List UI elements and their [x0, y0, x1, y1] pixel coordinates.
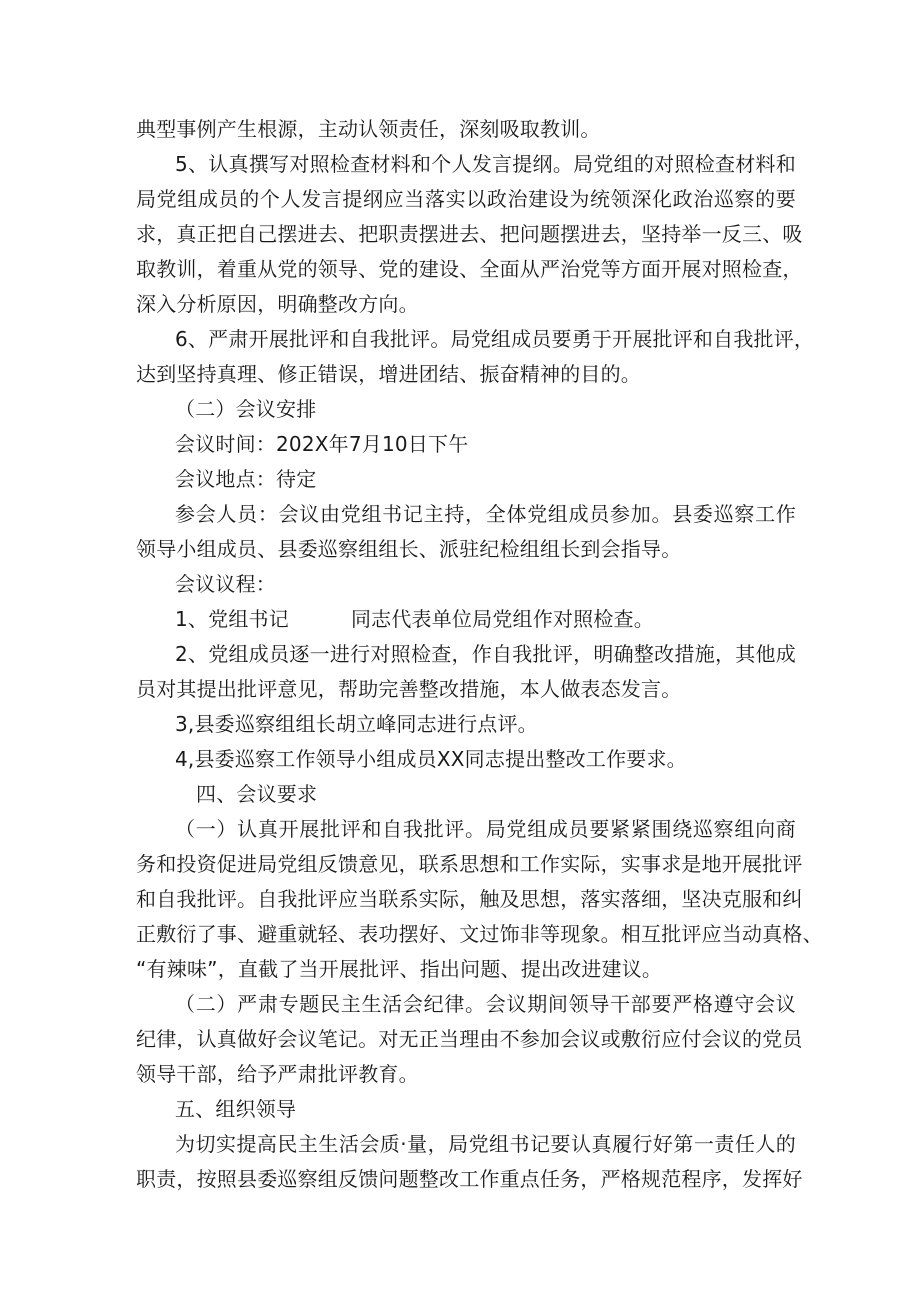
agenda-item	[175, 606, 835, 632]
paragraph-line: 6、严肃开展批评和自我批评。局党组成员要勇于开展批评和自我批评，	[175, 327, 815, 351]
paragraph-line: 纪律，认真做好会议笔记。对无正当理由不参加会议或敷衍应付会议的党员	[136, 1027, 803, 1051]
paragraph-line: 达到坚持真理、修正错误，增进团结、振奋精神的目的。	[136, 362, 641, 386]
agenda-item: 3,县委巡察组组长胡立峰同志进行点评。	[175, 712, 538, 736]
paragraph-line: 和自我批评。自我批评应当联系实际，触及思想，落实落细，坚决克服和纠	[136, 887, 803, 911]
paragraph-line: 为切实提高民主生活会质·量，局党组书记要认真履行好第一责任人的	[175, 1132, 796, 1156]
paragraph-line: 深入分析原因，明确整改方向。	[136, 292, 419, 316]
paragraph-line: 员对其提出批评意见，帮助完善整改措施，本人做表态发言。	[136, 677, 682, 701]
agenda-item: 2、党组成员逐一进行对照检查，作自我批评，明确整改措施，其他成	[175, 642, 796, 666]
paragraph-line: 5、认真撰写对照检查材料和个人发言提纲。局党组的对照检查材料和	[175, 152, 796, 176]
paragraph-line: 正敷衍了事、避重就轻、表功摆好、文过饰非等现象。相互批评应当动真格、	[136, 922, 823, 946]
agenda-item-text: 1、党组书记	[175, 607, 289, 631]
paragraph-line: 取教训，着重从党的领导、党的建设、全面从严治党等方面开展对照检查，	[136, 257, 803, 281]
section-heading: （二）会议安排	[175, 397, 317, 421]
agenda-item-text: 同志代表单位局党组作对照检查。	[350, 607, 654, 631]
paragraph-line: “有辣味”，直截了当开展批评、指出问题、提出改进建议。	[136, 957, 663, 981]
paragraph-line: 求，真正把自己摆进去、把职责摆进去、把问题摆进去，坚持举一反三、吸	[136, 222, 803, 246]
section-heading: 四、会议要求	[196, 782, 318, 806]
meeting-location: 会议地点：待定	[175, 467, 317, 491]
meeting-time: 会议时间：202X年7月10日下午	[175, 432, 469, 456]
agenda-heading: 会议议程：	[175, 572, 276, 596]
paragraph-line: 职责，按照县委巡察组反馈问题整改工作重点任务，严格规范程序，发挥好	[136, 1167, 803, 1191]
paragraph-line: 领导小组成员、县委巡察组组长、派驻纪检组组长到会指导。	[136, 537, 682, 561]
paragraph-line: 典型事例产生根源，主动认领责任，深刻吸取教训。	[136, 117, 601, 141]
section-heading: 五、组织领导	[175, 1097, 297, 1121]
paragraph-line: 参会人员：会议由党组书记主持，全体党组成员参加。县委巡察工作	[175, 502, 796, 526]
paragraph-line: 局党组成员的个人发言提纲应当落实以政治建设为统领深化政治巡察的要	[136, 187, 796, 211]
agenda-item: 4,县委巡察工作领导小组成员XX同志提出整改工作要求。	[175, 747, 687, 771]
paragraph-line: （二）严肃专题民主生活会纪律。会议期间领导干部要严格遵守会议	[175, 992, 796, 1016]
paragraph-line: 领导干部，给予严肃批评教育。	[136, 1062, 419, 1086]
paragraph-line: （一）认真开展批评和自我批评。局党组成员要紧紧围绕巡察组向商	[175, 817, 796, 841]
paragraph-line: 务和投资促进局党组反馈意见，联系思想和工作实际，实事求是地开展批评	[136, 852, 803, 876]
